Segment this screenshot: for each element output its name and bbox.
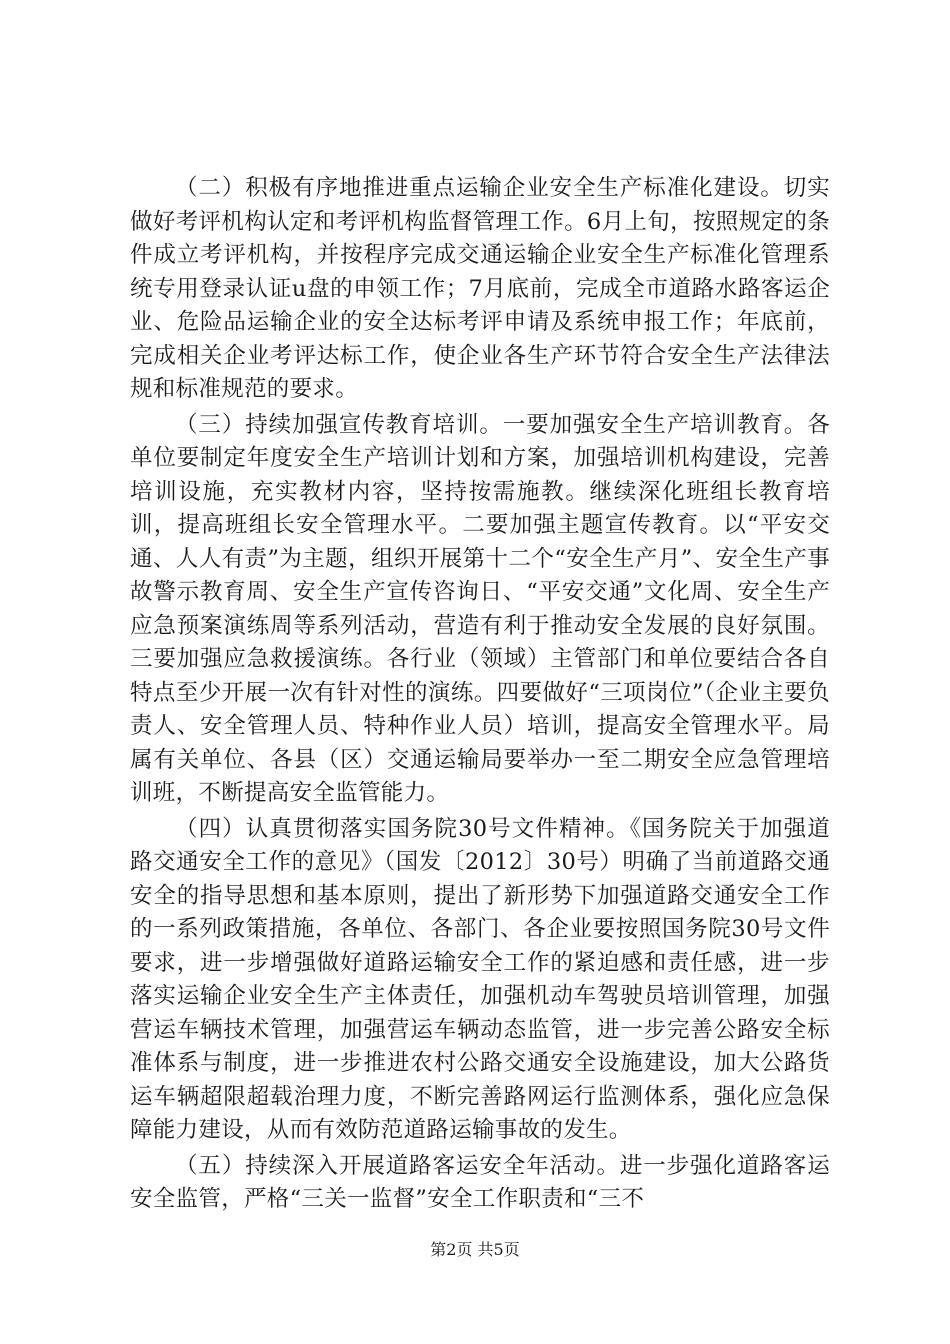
document-body bbox=[130, 172, 830, 1219]
paragraph-passenger-safety: （五）持续深入开展道路客运安全年活动。进一步强化道路客运安全监管，严格“三关一监督”安全工作职责和“三不 bbox=[130, 1152, 830, 1212]
page-number-footer: 第2页 共5页 bbox=[430, 1240, 520, 1259]
paragraph-training: （三）持续加强宣传教育培训。一要加强安全生产培训教育。各单位要制定年度安全生产培训计划和方案，加强培训机构建设，完善培训设施，充实教材内容，坚持按需施教。继续深化班组长教育培训，提高班组长安全管理水平。二要加强主题宣传教育。以“平安交通、人人有责”为主题，组织开展第十二个“安全生产月”、安全生产事故警示教育周、安全生产宣传咨询日、“平安交通”文化周、安全生产应急预案演练周等系列活动，营造有利于推动安全发展的良好氛围。三要加强应急救援演练。各行业（领域）主管部门和单位要结合各自特点至少开展一次有针对性的演练。四要做好“三项岗位”（企业主要负责人、安全管理人员、特种作业人员）培训，提高安全管理水平。局属有关单位、各县（区）交通运输局要举办一至二期安全应急管理培训班，不断提高安全监管能力。 bbox=[130, 411, 830, 806]
paragraph-standardization: （二）积极有序地推进重点运输企业安全生产标准化建设。切实做好考评机构认定和考评机构监督管理工作。6月上旬，按照规定的条件成立考评机构，并按程序完成交通运输企业安全生产标准化管理系统专用登录认证u盘的申领工作；7月底前，完成全市道路水路客运企业、危险品运输企业的安全达标考评申请及系统申报工作；年底前，完成相关企业考评达标工作，使企业各生产环节符合安全生产法律法规和标准规范的要求。 bbox=[130, 175, 830, 402]
paragraph-state-council-document: （四）认真贯彻落实国务院30号文件精神。《国务院关于加强道路交通安全工作的意见》（国发〔2012〕30号）明确了当前道路交通安全的指导思想和基本原则，提出了新形势下加强道路交通安全工作的一系列政策措施，各单位、各部门、各企业要按照国务院30号文件要求，进一步增强做好道路运输安全工作的紧迫感和责任感，进一步落实运输企业安全生产主体责任，加强机动车驾驶员培训管理，加强营运车辆技术管理，加强营运车辆动态监管，进一步完善公路安全标准体系与制度，进一步推进农村公路交通安全设施建设，加大公路货运车辆超限超载治理力度，不断完善路网运行监测体系，强化应急保障能力建设，从而有效防范道路运输事故的发生。 bbox=[130, 815, 830, 1143]
